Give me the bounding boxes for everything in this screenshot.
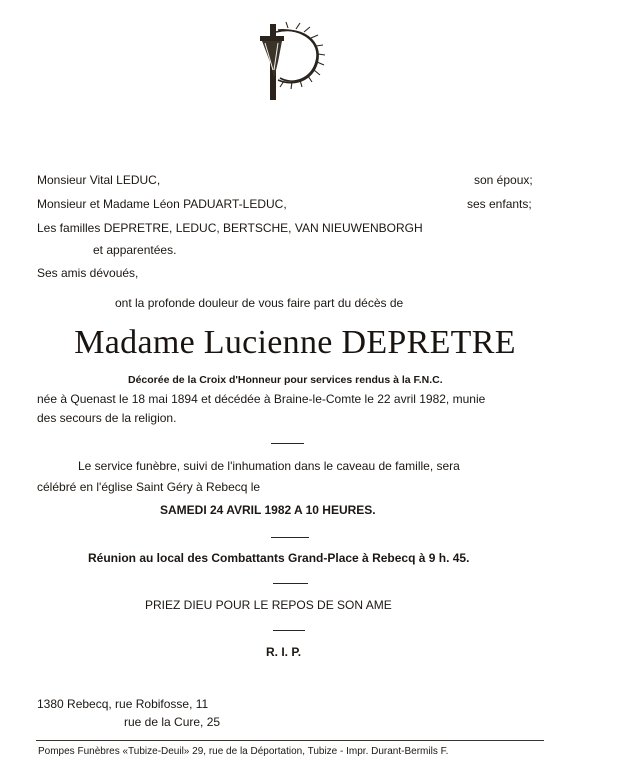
divider xyxy=(271,537,309,538)
mourner-families: Les familles DEPRETRE, LEDUC, BERTSCHE, VAN NIEUWENBORGH xyxy=(37,221,423,235)
birth-death-line: née à Quenast le 18 mai 1894 et décédée à Braine-le-Comte le 22 avril 1982, munie xyxy=(37,392,486,406)
announcement-text: ont la profonde douleur de vous faire part du décès de xyxy=(115,296,404,310)
divider xyxy=(271,443,304,444)
decoration-text: Décorée de la Croix d'Honneur pour services rendus à la F.N.C. xyxy=(128,374,443,386)
mourner-husband-role: son époux; xyxy=(474,173,533,187)
birth-death-line-2: des secours de la religion. xyxy=(37,411,177,425)
mourner-children: Monsieur et Madame Léon PADUART-LEDUC, xyxy=(37,197,287,211)
address-line-2: rue de la Cure, 25 xyxy=(124,715,221,729)
deceased-name: Madame Lucienne DEPRETRE xyxy=(74,324,516,361)
rip-text: R. I. P. xyxy=(266,645,302,659)
footer-divider xyxy=(36,740,544,741)
prayer-text: PRIEZ DIEU POUR LE REPOS DE SON AME xyxy=(145,598,392,612)
meeting-text: Réunion au local des Combattants Grand-Place à Rebecq à 9 h. 45. xyxy=(88,551,470,565)
divider xyxy=(273,630,305,631)
printer-footer: Pompes Funèbres «Tubize-Deuil» 29, rue de la Déportation, Tubize - Impr. Durant-Bermils F. xyxy=(38,746,449,757)
mourner-friends: Ses amis dévoués, xyxy=(37,266,139,280)
mourner-husband: Monsieur Vital LEDUC, xyxy=(37,173,161,187)
mourner-related: et apparentées. xyxy=(93,243,177,257)
divider xyxy=(273,583,308,584)
service-date: SAMEDI 24 AVRIL 1982 A 10 HEURES. xyxy=(160,503,376,517)
cross-with-crown-of-thorns-icon xyxy=(248,18,328,102)
service-line: Le service funèbre, suivi de l'inhumation dans le caveau de famille, sera xyxy=(78,459,460,473)
mourner-children-role: ses enfants; xyxy=(467,197,532,211)
service-line-2: célébré en l'église Saint Géry à Rebecq le xyxy=(37,480,261,494)
address-line: 1380 Rebecq, rue Robifosse, 11 xyxy=(37,697,209,711)
